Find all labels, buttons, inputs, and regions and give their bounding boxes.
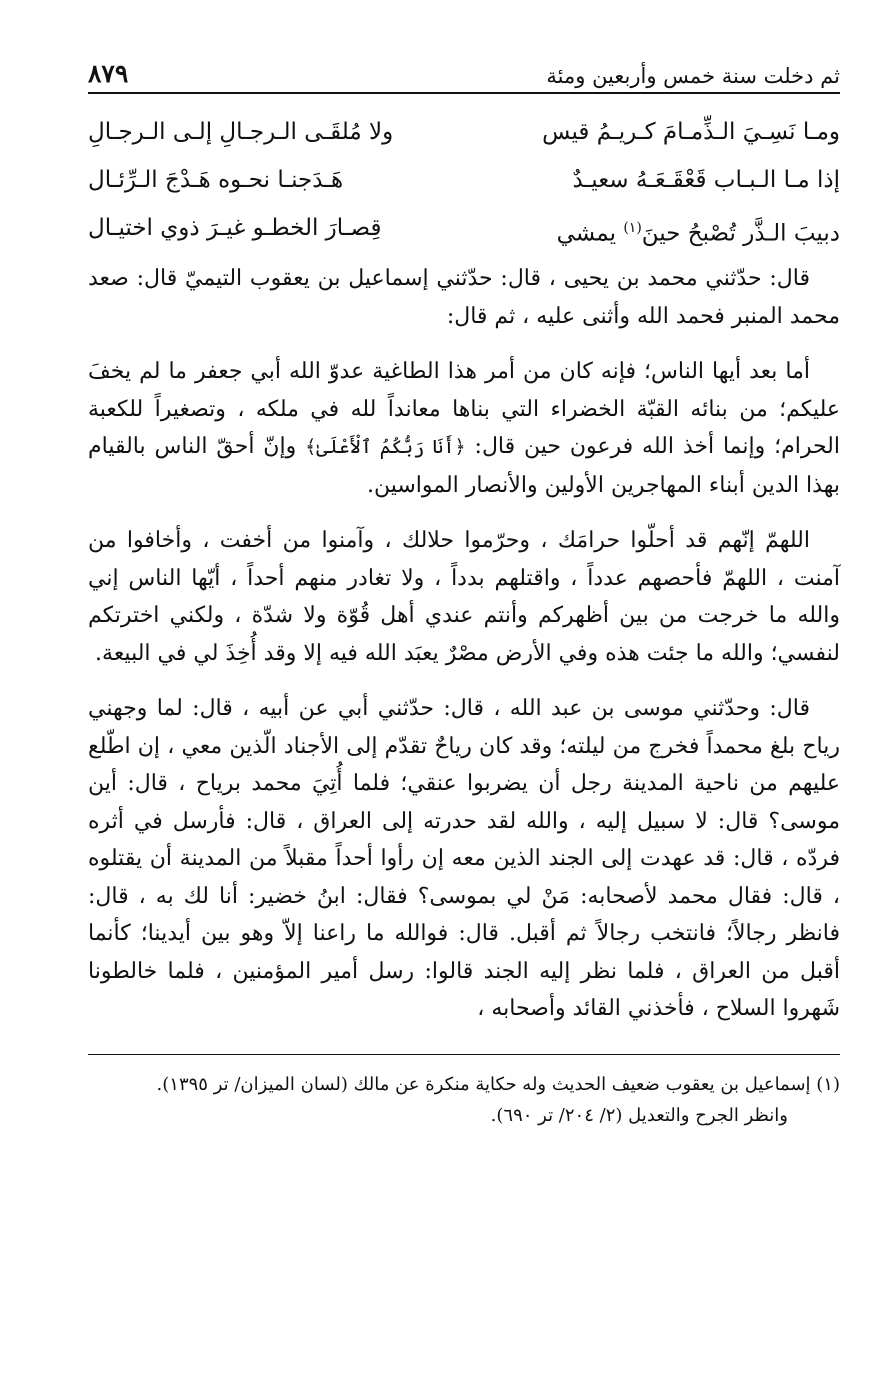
verse-second-hemistich: ولا مُلقَـى الـرجـالِ إلـى الـرجـالِ <box>88 119 394 145</box>
verse-line <box>88 108 840 156</box>
running-title: ثم دخلت سنة خمس وأربعين ومئة <box>546 64 840 88</box>
verse-first-hemistich <box>479 204 840 252</box>
verse-second-hemistich: قِصـارَ الخطـو غيـرَ ذوي اختيـال <box>88 215 382 241</box>
verse-line <box>88 156 840 204</box>
sermon-text: وإنّ أحقّ الناس بالقيام بهذا الدين أبناء المهاجرين الأولين والأنصار المواسين. <box>88 434 840 498</box>
footnote-text: (١) إسماعيل بن يعقوب ضعيف الحديث وله حكاية منكرة عن مالك (لسان الميزان/ تر ١٣٩٥). <box>156 1073 840 1095</box>
narration-paragraph: قال: وحدّثني موسى بن عبد الله ، قال: حدّثني أبي عن أبيه ، قال: لما وجهني رياح بلغ محمداً فخرج من ليلته؛ وقد كان رياحٌ تقدّم إلى الأجناد الّذين معي ، إن اطّلع عليهم من ناحية المدينة رجل أن يضربوا عنقي؛ فلما أُتِيَ محمد برياح ، قال: أين موسى؟ قال: لا سبيل إليه ، والله لقد حدرته إلى العراق ، قال: فأرسل في أثره فردّه ، قال: قد عهدت إلى الجند الذين معه إن رأوا أحداً مقبلاً من المدينة أن يقتلوه ، قال: فقال محمد لأصحابه: مَنْ لي بموسى؟ فقال: ابنُ خضير: أنا لك به ، قال: فانظر رجالاً؛ فانتخب رجالاً ثم أقبل. قال: فوالله ما راعنا إلاّ وهو بين أيدينا؛ كأنما أقبل من العراق ، فلما نظر إليه الجند قالوا: رسل أمير المؤمنين ، فلما خالطونا شَهروا السلاح ، فأخذني القائد وأصحابه ، <box>88 696 840 1021</box>
footnote-divider <box>88 1054 840 1055</box>
page-number: ٨٧٩ <box>88 59 129 88</box>
supplication-paragraph: اللهمّ إنّهم قد أحلّوا حرامَك ، وحرّموا حلالك ، وآمنوا من أخفت ، وأخافوا من آمنت ، اللهمّ فأحصهم عدداً ، واقتلهم بدداً ، ولا تغادر منهم أحداً ، أيّها الناس إني والله ما خرجت من بين أظهركم وأنتم عندي أهل قُوّة ولا شدّة ، ولكني اخترتكم لنفسي؛ والله ما جئت هذه وفي الأرض مصْرٌ يعبَد الله فيه إلا وقد أُخِذَ لي في البيعة. <box>88 528 840 666</box>
verse-text: دبيبَ الـذَّر تُصْبحُ حينَ <box>641 220 840 247</box>
sermon-paragraph <box>88 353 840 504</box>
page-header <box>88 50 840 94</box>
sermon-text: أما بعد أيها الناس؛ فإنه كان من أمر هذا الطاغية عدوّ الله أبي جعفر ما لم يخفَ عليكم؛ من بنائه القبّة الخضراء التي بناها معانداً لله في ملكه ، وتصغيراً للكعبة الحرام؛ وإنما أخذ الله فرعون حين قال: <box>88 359 840 459</box>
book-page <box>88 50 840 1131</box>
quran-quote: ﴿أَنَا رَبُّكُمُ ٱلْأَعْلَىٰ﴾ <box>305 436 466 458</box>
footnotes-section <box>88 1069 840 1131</box>
verse-first-hemistich: ومـا نَسِـيَ الـذِّمـامَ كـريـمُ قيس <box>542 119 840 145</box>
verse-first-hemistich: إذا مـا الـبـاب قَعْقَـعَـهُ سعيـدٌ <box>572 167 840 193</box>
verse-text: يمشي <box>556 220 624 247</box>
isnad-paragraph: قال: حدّثني محمد بن يحيى ، قال: حدّثني إسماعيل بن يعقوب التيميّ قال: صعد محمد المنبر فحمد الله وأثنى عليه ، ثم قال: <box>88 266 840 329</box>
footnote-reference: وانظر الجرح والتعديل (٢/ ٢٠٤/ تر ٦٩٠). <box>490 1104 788 1126</box>
poetry-block <box>88 108 840 252</box>
verse-second-hemistich: هَـدَجنـا نحـوه هَـدْجَ الـرِّئـال <box>88 167 344 193</box>
verse-line <box>88 204 840 252</box>
footnote-marker: (١) <box>623 220 642 236</box>
footnote-1 <box>88 1069 840 1131</box>
